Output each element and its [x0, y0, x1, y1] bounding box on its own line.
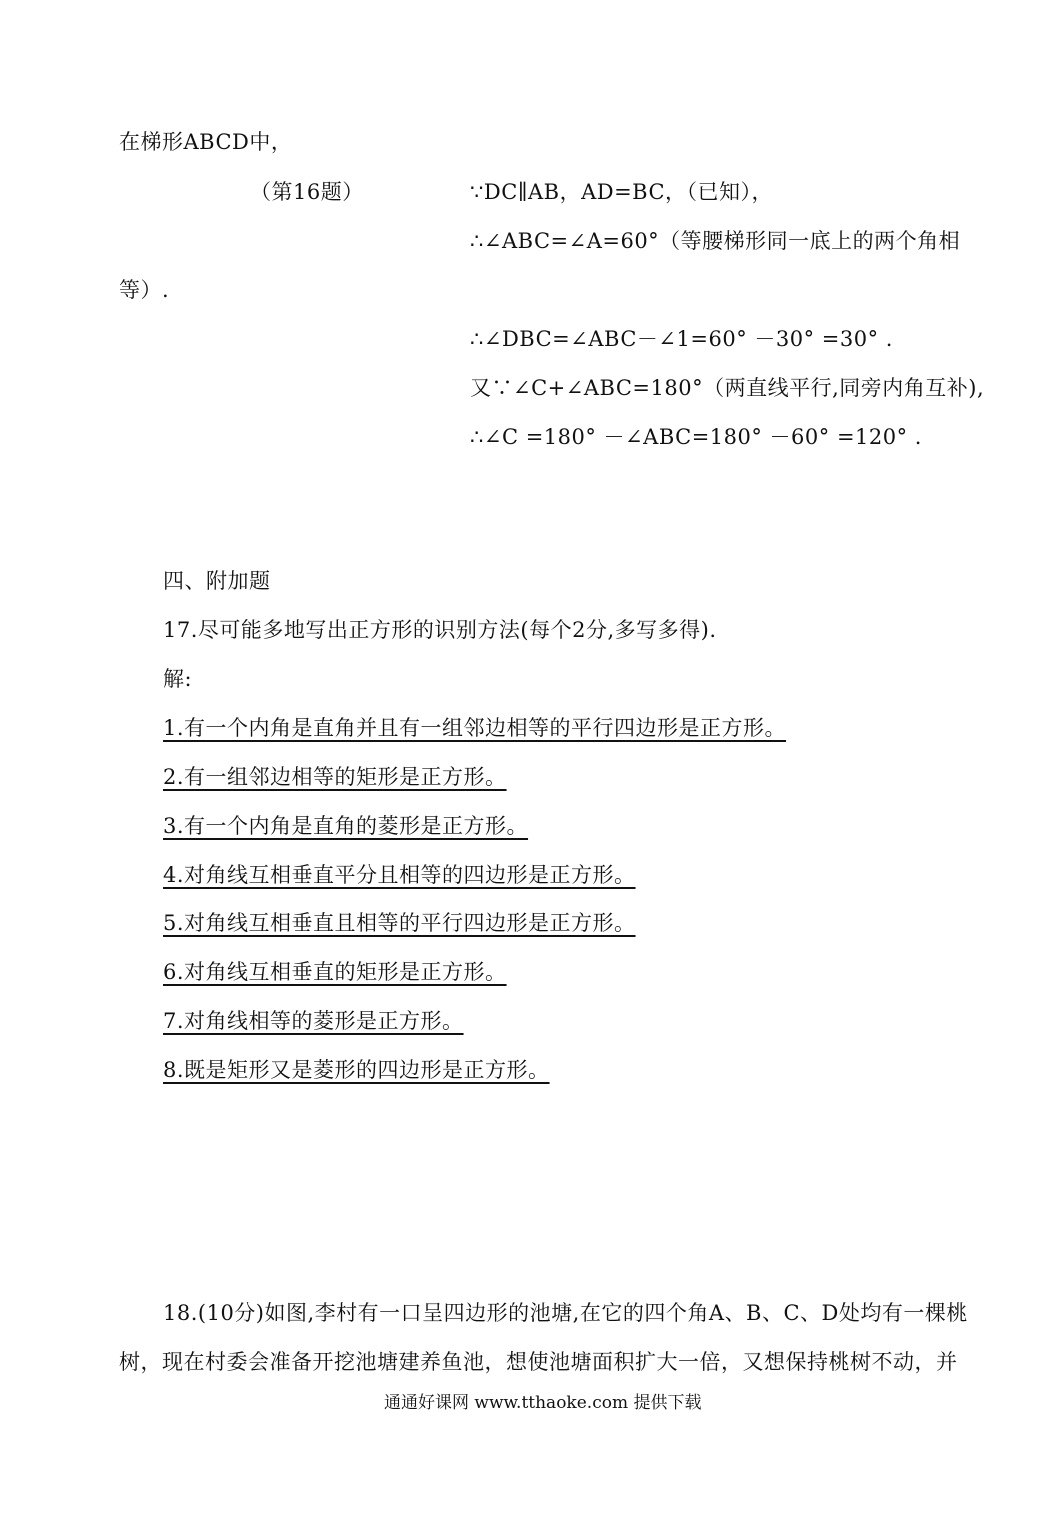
- question-18-line-2: 树，现在村委会准备开挖池塘建养鱼池，想使池塘面积扩大一倍，又想保持桃树不动，并: [119, 1350, 958, 1374]
- section-heading: 四、附加题: [163, 569, 271, 593]
- answer-item: 2.有一组邻边相等的矩形是正方形。: [163, 765, 507, 789]
- proof-step-4: 又∵∠C+∠ABC=180°（两直线平行,同旁内角互补),: [470, 376, 985, 400]
- solution-label: 解:: [163, 667, 193, 691]
- answer-item: 7.对角线相等的菱形是正方形。: [163, 1009, 464, 1033]
- answer-item: 1.有一个内角是直角并且有一组邻边相等的平行四边形是正方形。: [163, 716, 787, 740]
- question-17: 17.尽可能多地写出正方形的识别方法(每个2分,多写多得).: [163, 618, 717, 642]
- answer-item: 3.有一个内角是直角的菱形是正方形。: [163, 814, 529, 838]
- answer-item: 4.对角线互相垂直平分且相等的四边形是正方形。: [163, 863, 636, 887]
- proof-step-2a: ∴∠ABC=∠A=60°（等腰梯形同一底上的两个角相: [470, 229, 961, 253]
- proof-intro: 在梯形ABCD中，: [119, 130, 293, 154]
- answer-item: 8.既是矩形又是菱形的四边形是正方形。: [163, 1058, 550, 1082]
- page-footer: 通通好课网 www.tthaoke.com 提供下载: [384, 1393, 702, 1413]
- proof-step-2b: 等）.: [119, 278, 170, 302]
- proof-step-3: ∴∠DBC=∠ABC－∠1=60° －30° =30° .: [470, 327, 893, 351]
- proof-step-5: ∴∠C =180° －∠ABC=180° －60° =120° .: [470, 425, 922, 449]
- figure-label: （第16题）: [250, 180, 364, 204]
- answer-item: 5.对角线互相垂直且相等的平行四边形是正方形。: [163, 911, 636, 935]
- answer-item: 6.对角线互相垂直的矩形是正方形。: [163, 960, 507, 984]
- question-18-line-1: 18.(10分)如图,李村有一口呈四边形的池塘,在它的四个角A、B、C、D处均有一棵桃: [163, 1301, 968, 1325]
- proof-step-1: ∵DC∥AB，AD=BC，（已知），: [470, 180, 774, 204]
